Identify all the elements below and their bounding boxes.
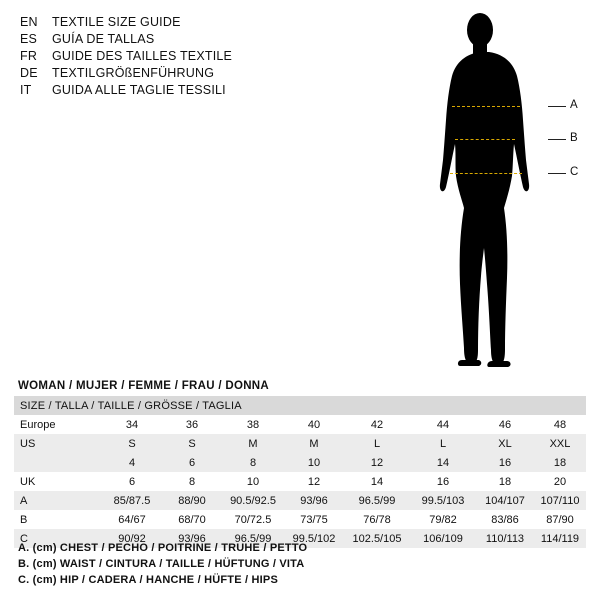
measurement-legend [18, 540, 588, 588]
table-cell: 18 [498, 475, 512, 488]
chest-marker-label: A [570, 99, 578, 111]
row-label: B [20, 513, 28, 526]
language-text: TEXTILGRÖßENFÜHRUNG [52, 66, 215, 80]
row-label: Europe [20, 418, 56, 431]
language-header-block [20, 14, 350, 99]
table-cell: M [284, 434, 344, 453]
table-cell: 18 [534, 453, 586, 472]
table-cell: M [222, 434, 284, 453]
language-code: ES [20, 32, 38, 46]
chest-leader-line [548, 106, 566, 107]
row-label [14, 453, 102, 472]
table-cell: 6 [128, 475, 136, 488]
table-cell: 16 [436, 475, 450, 488]
language-row [20, 14, 350, 31]
table-cell: 14 [370, 475, 384, 488]
language-text: GUIDA ALLE TAGLIE TESSILI [52, 83, 226, 97]
table-cell: 64/67 [118, 513, 146, 526]
size-table-section [14, 380, 586, 548]
table-cell: 46 [498, 418, 512, 431]
table-cell: 8 [188, 475, 196, 488]
table-cell: 87/90 [546, 513, 574, 526]
table-cell: 88/90 [162, 491, 222, 510]
language-row [20, 48, 350, 65]
table-cell: 83/86 [491, 513, 519, 526]
table-cell: 40 [307, 418, 321, 431]
language-code: FR [20, 49, 38, 63]
table-cell: 42 [370, 418, 384, 431]
table-cell: 93/96 [284, 491, 344, 510]
table-row [14, 472, 586, 491]
table-cell: 12 [307, 475, 321, 488]
table-cell: 93/96 [162, 529, 222, 548]
table-cell: 38 [246, 418, 260, 431]
hip-leader-line [548, 173, 566, 174]
language-row [20, 82, 350, 99]
table-row [14, 453, 586, 472]
table-cell: S [162, 434, 222, 453]
row-label: A [14, 491, 102, 510]
waist-leader-line [548, 139, 566, 140]
size-table [14, 396, 586, 548]
table-cell: XXL [534, 434, 586, 453]
language-text: GUÍA DE TALLAS [52, 32, 155, 46]
language-row [20, 65, 350, 82]
table-cell: 107/110 [534, 491, 586, 510]
row-label: C [14, 529, 102, 548]
table-section-title: WOMAN / MUJER / FEMME / FRAU / DONNA [18, 380, 270, 392]
legend-line-hip: C. (cm) HIP / CADERA / HANCHE / HÜFTE / HIPS [18, 574, 278, 586]
table-row [14, 434, 586, 453]
table-cell: 85/87.5 [102, 491, 162, 510]
table-cell: 44 [436, 418, 450, 431]
hip-measure-line [450, 173, 522, 174]
table-cell: 10 [246, 475, 260, 488]
table-cell: 34 [125, 418, 139, 431]
waist-marker-label: B [570, 132, 578, 144]
row-label: US [14, 434, 102, 453]
table-cell: 76/78 [363, 513, 391, 526]
table-cell: 70/72.5 [234, 513, 272, 526]
table-cell: 16 [476, 453, 534, 472]
table-cell: 79/82 [429, 513, 457, 526]
table-cell: 106/109 [410, 529, 476, 548]
table-row [14, 510, 586, 529]
table-cell: 90.5/92.5 [222, 491, 284, 510]
row-label: UK [20, 475, 36, 488]
hip-marker-label: C [570, 166, 579, 178]
language-code: IT [20, 83, 32, 97]
table-cell: 8 [222, 453, 284, 472]
table-row [14, 415, 586, 434]
table-cell: XL [476, 434, 534, 453]
table-cell: 104/107 [476, 491, 534, 510]
table-header-row [14, 396, 586, 415]
table-cell: 12 [344, 453, 410, 472]
table-header-label: SIZE / TALLA / TAILLE / GRÖSSE / TAGLIA [14, 396, 586, 415]
language-code: EN [20, 15, 38, 29]
table-cell: 14 [410, 453, 476, 472]
table-cell: 99.5/102 [284, 529, 344, 548]
table-cell: 73/75 [300, 513, 328, 526]
language-code: DE [20, 66, 38, 80]
table-cell: S [102, 434, 162, 453]
language-row [20, 31, 350, 48]
table-cell: 110/113 [476, 529, 534, 548]
table-cell: 114/119 [534, 529, 586, 548]
table-cell: 10 [284, 453, 344, 472]
table-cell: 48 [553, 418, 567, 431]
waist-measure-line [455, 139, 515, 140]
table-cell: 68/70 [178, 513, 206, 526]
language-text: TEXTILE SIZE GUIDE [52, 15, 181, 29]
table-cell: 20 [553, 475, 567, 488]
legend-line-waist: B. (cm) WAIST / CINTURA / TAILLE / HÜFTUNG / VITA [18, 558, 305, 570]
table-cell: 99.5/103 [410, 491, 476, 510]
chest-measure-line [452, 106, 520, 107]
female-body-silhouette-icon [400, 8, 600, 376]
table-cell: 96.5/99 [222, 529, 284, 548]
table-cell: 6 [162, 453, 222, 472]
table-cell: L [410, 434, 476, 453]
table-row [14, 491, 586, 510]
legend-line-chest: A. (cm) CHEST / PECHO / POITRINE / TRUHE / PETTO [18, 542, 308, 554]
table-cell: 4 [102, 453, 162, 472]
table-cell: L [344, 434, 410, 453]
table-cell: 96.5/99 [344, 491, 410, 510]
table-cell: 102.5/105 [344, 529, 410, 548]
language-text: GUIDE DES TAILLES TEXTILE [52, 49, 233, 63]
figure-area [400, 8, 600, 376]
table-cell: 90/92 [102, 529, 162, 548]
table-cell: 36 [185, 418, 199, 431]
